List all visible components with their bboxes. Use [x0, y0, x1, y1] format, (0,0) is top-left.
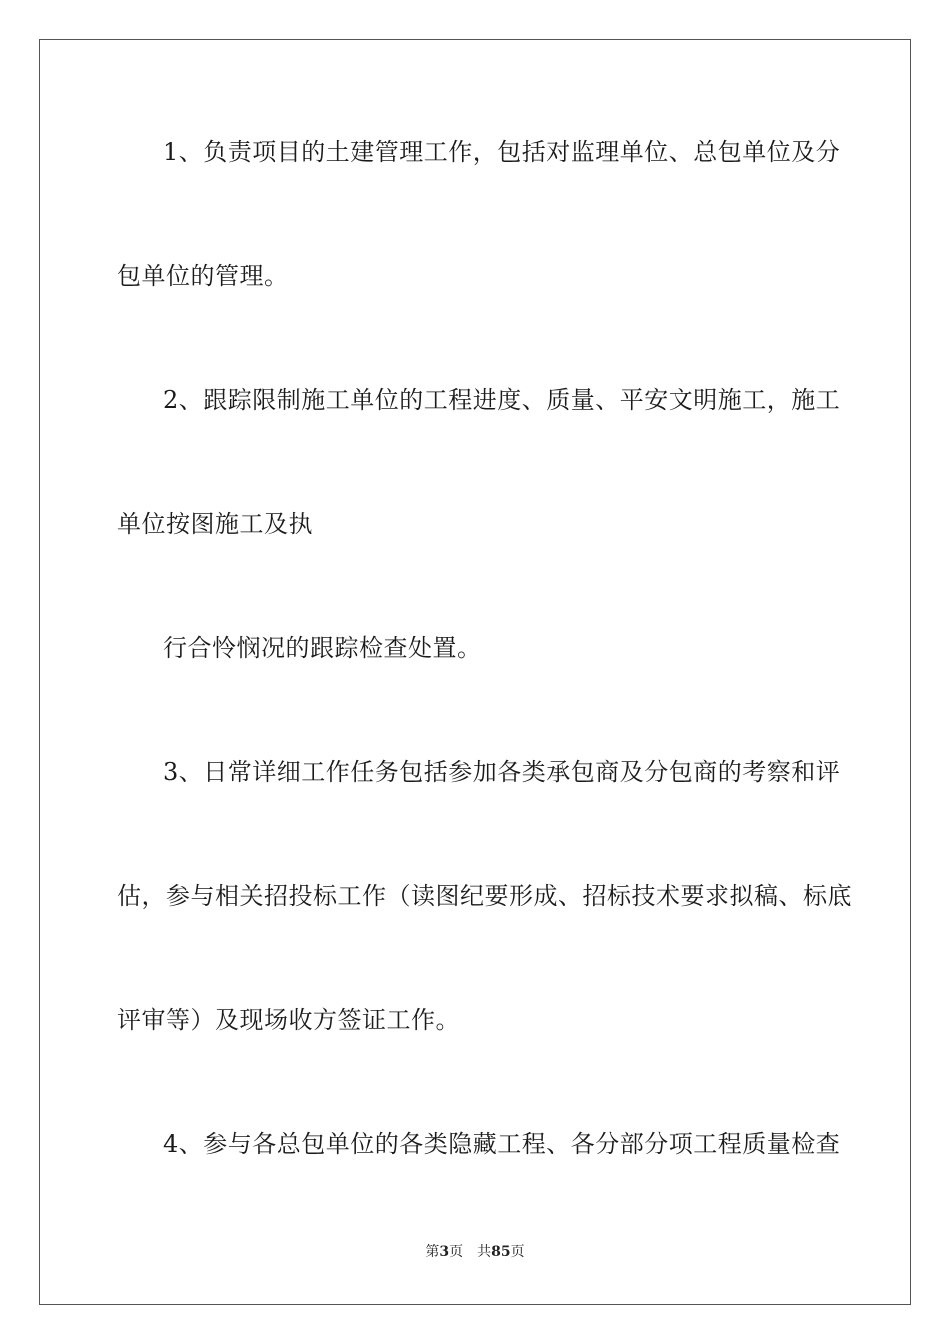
page-number: 3: [439, 1244, 450, 1260]
paragraph-2-line-1: 2、跟踪限制施工单位的工程进度、质量、平安文明施工，施工: [163, 386, 841, 414]
paragraph-3-line-3: 评审等）及现场收方签证工作。: [117, 1006, 460, 1034]
page-footer: [0, 1243, 950, 1261]
paragraph-1-line-2: 包单位的管理。: [117, 262, 289, 290]
total-suffix: 页: [510, 1244, 525, 1260]
total-prefix: 共: [477, 1244, 492, 1260]
paragraph-2-line-3: 行合怜悯况的跟踪检查处置。: [163, 634, 482, 662]
paragraph-1-line-1: 1、负责项目的土建管理工作，包括对监理单位、总包单位及分: [163, 138, 841, 166]
page-suffix: 页: [449, 1244, 464, 1260]
total-pages: 85: [491, 1244, 511, 1260]
page-border: [39, 39, 911, 1305]
paragraph-3-line-1: 3、日常详细工作任务包括参加各类承包商及分包商的考察和评: [163, 758, 841, 786]
paragraph-2-line-2: 单位按图施工及执: [117, 510, 313, 538]
paragraph-4-line-1: 4、参与各总包单位的各类隐藏工程、各分部分项工程质量检查: [163, 1130, 841, 1158]
page-prefix: 第: [425, 1244, 440, 1260]
paragraph-3-line-2: 估，参与相关招投标工作（读图纪要形成、招标技术要求拟稿、标底: [117, 882, 852, 910]
